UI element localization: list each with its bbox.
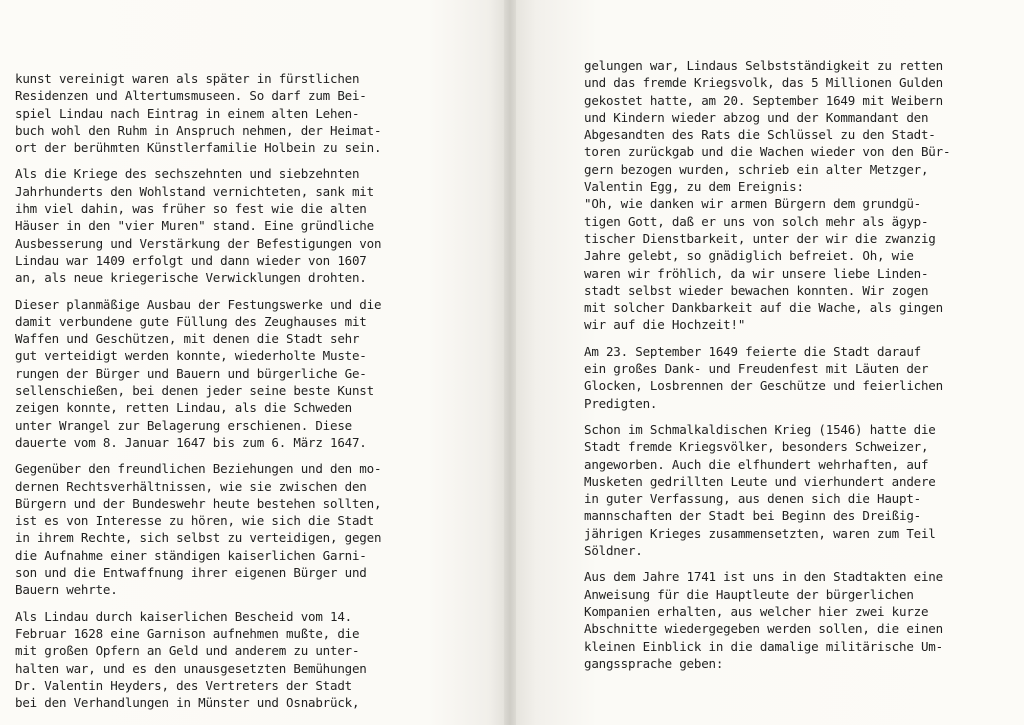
- text-line: an, als neue kriegerische Verwicklungen drohten.: [15, 270, 367, 286]
- text-line: Glocken, Losbrennen der Geschütze und feierlichen: [584, 378, 943, 394]
- text-line: halten war, und es den unausgesetzten Bemühungen: [15, 660, 367, 676]
- paragraph: [15, 70, 425, 156]
- text-line: und das fremde Kriegsvolk, das 5 Millionen Gulden: [584, 75, 943, 91]
- text-line: kleinen Einblick in die damalige militärische Um-: [584, 638, 943, 654]
- text-line: son und die Entwaffnung ihrer eigenen Bürger und: [15, 565, 367, 581]
- text-line: gern bezogen wurden, schrieb ein alter Metzger,: [584, 161, 929, 177]
- text-line: Bürgern und der Bundeswehr heute bestehen sollten,: [15, 495, 382, 511]
- text-line: spiel Lindau nach Eintrag in einem alten Lehen-: [15, 105, 360, 121]
- text-line: mit großen Opfern an Geld und anderem zu unter-: [15, 643, 360, 659]
- text-line: Valentin Egg, zu dem Ereignis:: [584, 179, 804, 195]
- text-line: Kompanien erhalten, aus welcher hier zwei kurze: [584, 603, 929, 619]
- text-line: in ihrem Rechte, sich selbst zu verteidigen, gegen: [15, 530, 382, 546]
- paragraph: [15, 460, 425, 598]
- text-line: "Oh, wie danken wir armen Bürgern dem grundgü-: [584, 196, 921, 212]
- paragraph: [15, 608, 425, 712]
- text-line: bei den Verhandlungen in Münster und Osnabrück,: [15, 695, 360, 711]
- text-line: gangssprache geben:: [584, 655, 724, 671]
- text-line: dernen Rechtsverhältnissen, wie sie zwischen den: [15, 478, 367, 494]
- text-line: zeigen konnte, retten Lindau, als die Schweden: [15, 400, 352, 416]
- text-line: buch wohl den Ruhm in Anspruch nehmen, der Heimat-: [15, 122, 382, 138]
- text-line: Bauern wehrte.: [15, 582, 118, 598]
- text-line: gelungen war, Lindaus Selbstständigkeit zu retten: [584, 58, 943, 73]
- text-line: ein großes Dank- und Freudenfest mit Läuten der: [584, 361, 929, 377]
- text-line: Als die Kriege des sechszehnten und siebzehnten: [15, 166, 360, 182]
- text-line: Predigten.: [584, 395, 658, 411]
- text-line: ort der berühmten Künstlerfamilie Holbein zu sein.: [15, 140, 382, 156]
- text-line: stadt selbst wieder bewachen konnten. Wir zogen: [584, 282, 929, 298]
- text-line: Abschnitte wiedergegeben werden sollen, die einen: [584, 621, 943, 637]
- text-line: Schon im Schmalkaldischen Krieg (1546) hatte die: [584, 421, 936, 437]
- text-line: Häuser in den "vier Muren" stand. Eine gründliche: [15, 218, 374, 234]
- text-line: ist es von Interesse zu hören, wie sich die Stadt: [15, 513, 374, 529]
- text-line: Söldner.: [584, 543, 643, 559]
- paragraph: [15, 296, 425, 452]
- text-line: Dr. Valentin Heyders, des Vertreters der Stadt: [15, 677, 352, 693]
- text-line: Residenzen und Altertumsmuseen. So darf zum Bei-: [15, 88, 367, 104]
- text-line: toren zurückgab und die Wachen wieder von den Bür-: [584, 144, 951, 160]
- paragraph: [584, 57, 1004, 334]
- text-line: rungen der Bürger und Bauern und bürgerliche Ge-: [15, 365, 367, 381]
- text-line: Aus dem Jahre 1741 ist uns in den Stadtakten eine: [584, 569, 943, 585]
- text-line: in guter Verfassung, aus denen sich die Haupt-: [584, 491, 921, 507]
- paragraph: [584, 343, 1004, 412]
- book-gutter: [504, 0, 516, 725]
- text-line: dauerte vom 8. Januar 1647 bis zum 6. März 1647.: [15, 434, 367, 450]
- text-line: gekostet hatte, am 20. September 1649 mit Weibern: [584, 92, 943, 108]
- paragraph: [584, 421, 1004, 559]
- text-line: sellenschießen, bei denen jeder seine beste Kunst: [15, 383, 374, 399]
- text-line: Lindau war 1409 erfolgt und dann wieder von 1607: [15, 252, 367, 268]
- text-line: jährigen Krieges zusammensetzten, waren zum Teil: [584, 525, 936, 541]
- text-line: Musketen gedrillten Leute und vierhundert andere: [584, 473, 936, 489]
- text-line: Waffen und Geschützen, mit denen die Stadt sehr: [15, 331, 360, 347]
- text-line: mit solcher Dankbarkeit auf die Wache, als gingen: [584, 300, 943, 316]
- text-line: Abgesandten des Rats die Schlüssel zu den Stadt-: [584, 127, 936, 143]
- text-line: Dieser planmäßige Ausbau der Festungswerke und die: [15, 296, 382, 312]
- text-line: die Aufnahme einer ständigen kaiserlichen Garni-: [15, 547, 367, 563]
- right-page: [516, 0, 1024, 725]
- text-line: und Kindern wieder abzog und der Kommandant den: [584, 109, 929, 125]
- text-line: Ausbesserung und Verstärkung der Befestigungen von: [15, 235, 382, 251]
- text-line: gut verteidigt werden konnte, wiederholte Muste-: [15, 348, 367, 364]
- text-line: Am 23. September 1649 feierte die Stadt darauf: [584, 343, 921, 359]
- text-line: ihm viel dahin, was früher so fest wie die alten: [15, 201, 367, 217]
- text-line: mannschaften der Stadt bei Beginn des Dreißig-: [584, 508, 921, 524]
- text-line: Stadt fremde Kriegsvölker, besonders Schweizer,: [584, 439, 929, 455]
- left-page: [0, 0, 504, 725]
- right-page-text: [584, 57, 1004, 681]
- text-line: wir auf die Hochzeit!": [584, 317, 746, 333]
- text-line: Februar 1628 eine Garnison aufnehmen mußte, die: [15, 625, 360, 641]
- paragraph: [15, 165, 425, 286]
- left-page-text: [15, 70, 425, 720]
- text-line: Jahre gelebt, so gnädiglich befreiet. Oh, wie: [584, 248, 914, 264]
- text-line: angeworben. Auch die elfhundert wehrhaften, auf: [584, 456, 929, 472]
- paragraph: [584, 568, 1004, 672]
- text-line: tischer Dienstbarkeit, unter der wir die zwanzig: [584, 230, 936, 246]
- text-line: unter Wrangel zur Belagerung erschienen. Diese: [15, 417, 352, 433]
- text-line: Als Lindau durch kaiserlichen Bescheid vom 14.: [15, 608, 352, 624]
- text-line: Jahrhunderts den Wohlstand vernichteten, sank mit: [15, 183, 374, 199]
- text-line: waren wir fröhlich, da wir unsere liebe Linden-: [584, 265, 929, 281]
- text-line: Anweisung für die Hauptleute der bürgerlichen: [584, 586, 914, 602]
- text-line: tigen Gott, daß er uns von solch mehr als ägyp-: [584, 213, 929, 229]
- text-line: Gegenüber den freundlichen Beziehungen und den mo-: [15, 461, 382, 477]
- text-line: damit verbundene gute Füllung des Zeughauses mit: [15, 313, 367, 329]
- text-line: kunst vereinigt waren als später in fürstlichen: [15, 71, 360, 86]
